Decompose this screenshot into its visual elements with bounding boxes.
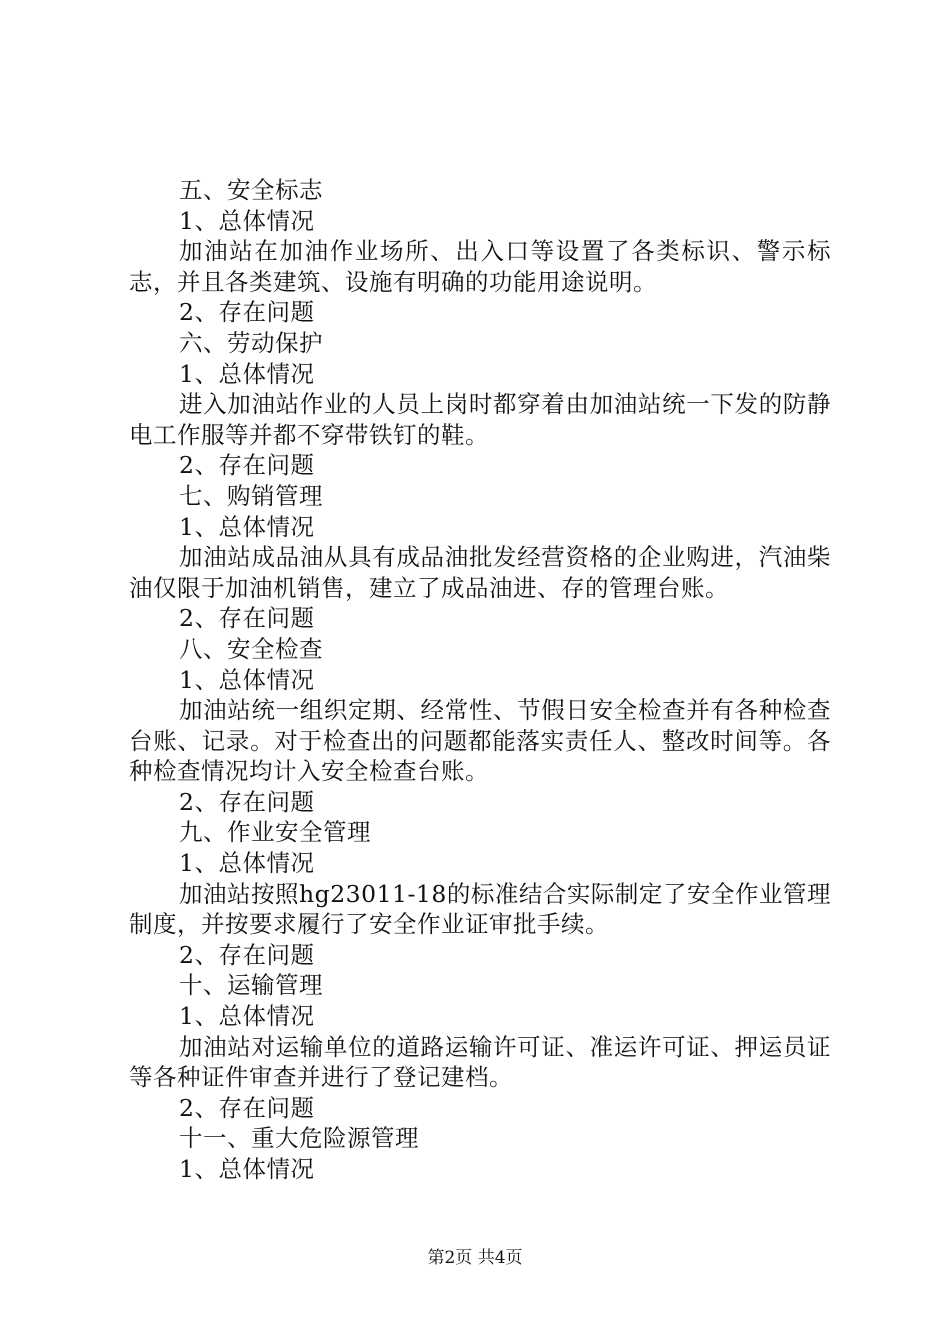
issues-label: 2、存在问题 xyxy=(179,451,315,480)
section-heading: 十、运输管理 xyxy=(179,971,323,1000)
section-heading: 五、安全标志 xyxy=(179,176,323,204)
issues-label: 2、存在问题 xyxy=(179,940,315,969)
overview-label: 1、总体情况 xyxy=(179,1002,315,1031)
overview-label: 1、总体情况 xyxy=(179,206,315,235)
issues-label: 2、存在问题 xyxy=(179,787,315,816)
page-number: 第2页 共4页 xyxy=(427,1248,523,1268)
section-heading: 十一、重大危险源管理 xyxy=(179,1124,419,1153)
overview-paragraph: 加油站对运输单位的道路运输许可证、准运许可证、押运员证等各种证件审查并进行了登记建档。 xyxy=(129,1032,831,1092)
issues-label: 2、存在问题 xyxy=(179,1093,315,1122)
overview-label: 1、总体情况 xyxy=(179,849,315,878)
overview-label: 1、总体情况 xyxy=(179,512,315,541)
issues-label: 2、存在问题 xyxy=(179,298,315,327)
issues-label: 2、存在问题 xyxy=(179,604,315,633)
overview-paragraph: 加油站成品油从具有成品油批发经营资格的企业购进，汽油柴油仅限于加油机销售，建立了成品油进、存的管理台账。 xyxy=(129,543,831,602)
section-heading: 八、安全检查 xyxy=(179,634,323,663)
document-body xyxy=(129,175,831,1185)
overview-label: 1、总体情况 xyxy=(179,359,315,388)
overview-paragraph: 加油站按照hg23011-18的标准结合实际制定了安全作业管理制度，并按要求履行了安全作业证审批手续。 xyxy=(129,879,831,939)
overview-label: 1、总体情况 xyxy=(179,665,315,694)
overview-paragraph: 进入加油站作业的人员上岗时都穿着由加油站统一下发的防静电工作服等并都不穿带铁钉的鞋。 xyxy=(129,390,831,449)
section-heading: 九、作业安全管理 xyxy=(179,818,371,847)
overview-label: 1、总体情况 xyxy=(179,1155,315,1183)
overview-paragraph: 加油站在加油作业场所、出入口等设置了各类标识、警示标志，并且各类建筑、设施有明确的功能用途说明。 xyxy=(129,237,831,296)
section-heading: 七、购销管理 xyxy=(179,481,323,510)
overview-paragraph: 加油站统一组织定期、经常性、节假日安全检查并有各种检查台账、记录。对于检查出的问题都能落实责任人、整改时间等。各种检查情况均计入安全检查台账。 xyxy=(129,696,831,786)
section-heading: 六、劳动保护 xyxy=(179,328,323,357)
